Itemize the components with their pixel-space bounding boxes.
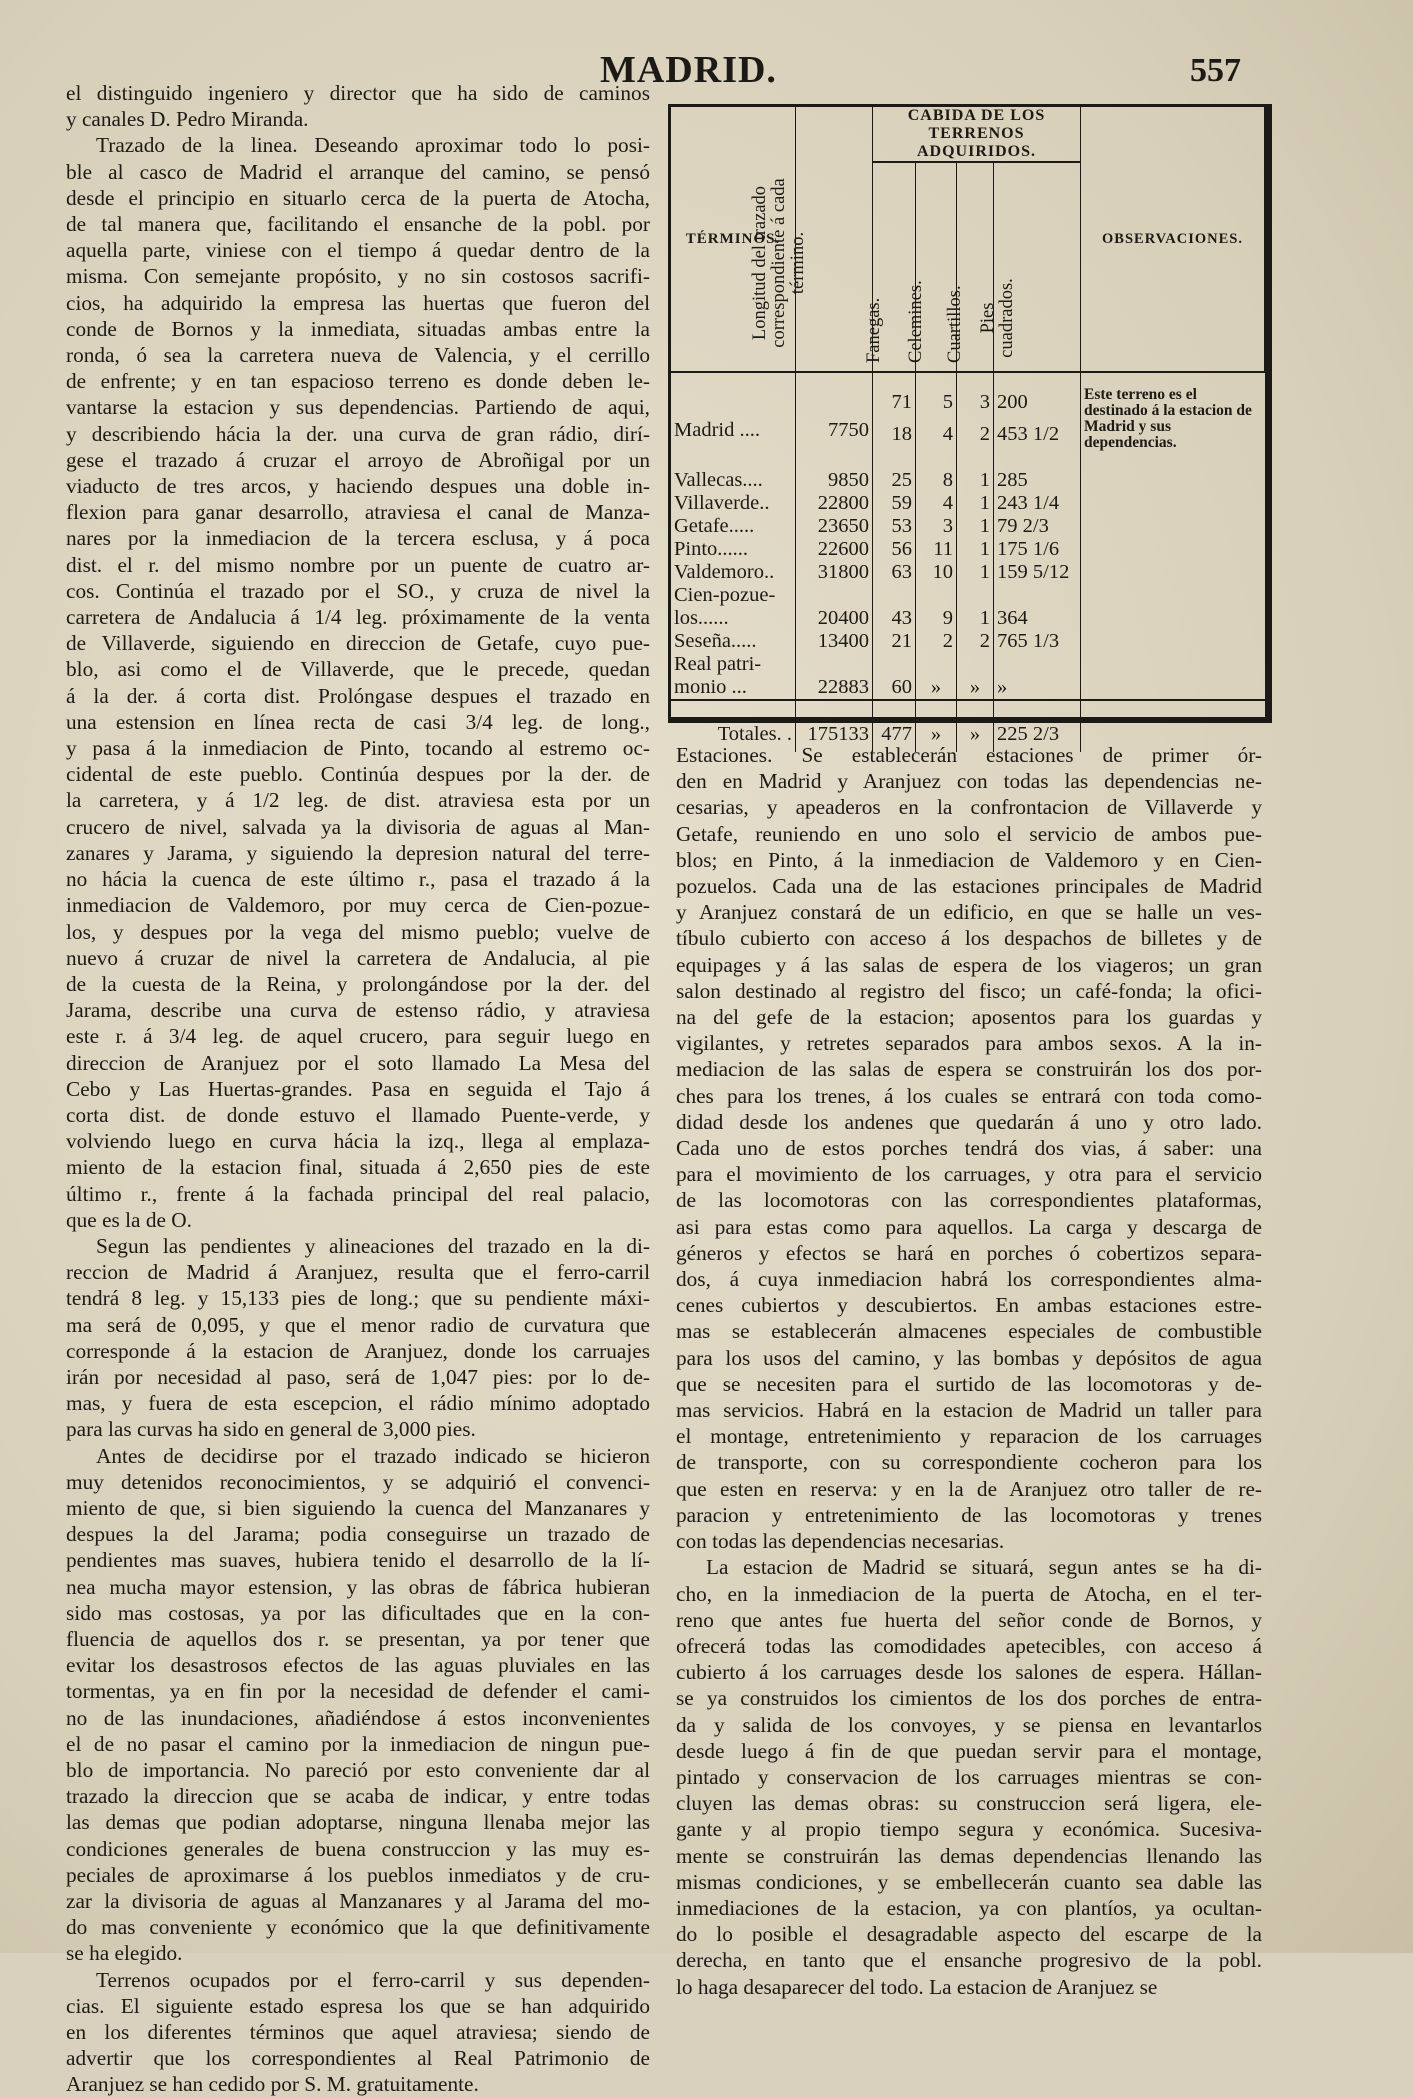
text-line: de la cuesta de la Reina, y prolongándose por la der. del bbox=[66, 971, 650, 996]
cell-term: Pinto...... bbox=[671, 538, 796, 561]
text-line: de las locomotoras con las correspondientes plataformas, bbox=[676, 1188, 1262, 1213]
text-line: cesarias, y apeaderos en la confrontacion de Villaverde y bbox=[676, 795, 1262, 820]
text-line: dos, á cuya inmediacion habrá los correspondientes alma- bbox=[676, 1267, 1262, 1292]
cell-celemines: 11 bbox=[916, 538, 957, 561]
cell-cuartillos: 2 bbox=[957, 630, 994, 653]
text-line: se ya construidos los cimientos de los dos porches de entra- bbox=[676, 1686, 1262, 1711]
text-line: cos. Continúa el trazado por el SO., y cruza de nivel la bbox=[66, 578, 650, 603]
text-line: ofrecerá todas las comodidades apetecibles, con acceso á bbox=[676, 1633, 1262, 1658]
text-line: carretera de Andalucia á 1/4 leg. próximamente de la venta bbox=[66, 605, 650, 630]
cell-term: los...... bbox=[671, 607, 796, 630]
text-line: cubierto á los carruages desde los salones de espera. Hállan- bbox=[676, 1660, 1262, 1685]
cell-longitud bbox=[796, 584, 873, 607]
text-line: trazado la direccion que se acaba de indicar, y entre todas bbox=[66, 1784, 650, 1809]
table-row bbox=[671, 492, 1265, 515]
text-line: equipages y á las salas de espera de los viageros; un gran bbox=[676, 952, 1262, 977]
text-line: inmediacion de Valdemoro, por muy cerca de Cien-pozue- bbox=[66, 893, 650, 918]
celemines-totals: » bbox=[916, 700, 957, 752]
text-line: na del gefe de la estacion; aposentos para los guardas y bbox=[676, 1005, 1262, 1030]
longitud-madrid: 7750 bbox=[796, 372, 873, 469]
text-line: irán por necesidad al paso, será de 1,047 pies: por lo de- bbox=[66, 1364, 650, 1389]
text-line: pintado y conservacion de los carruages mientras se con- bbox=[676, 1764, 1262, 1789]
header-fanegas-text: Fanegas. bbox=[864, 297, 884, 363]
text-line: nea mucha mayor estension, y las obras de fábrica hubieran bbox=[66, 1574, 650, 1599]
cell-pies bbox=[994, 653, 1081, 676]
cell-cuartillos bbox=[957, 653, 994, 676]
text-line: blo de importancia. No pareció por esto conveniente dar al bbox=[66, 1758, 650, 1782]
cell-pies: 285 bbox=[994, 469, 1081, 492]
text-line: no de las inundaciones, añadiéndose á estos inconvenientes bbox=[66, 1705, 650, 1730]
text-line: asi para estas como para aquellos. La carga y descarga de bbox=[676, 1214, 1262, 1239]
text-line: géneros y efectos se hará en porches ó cobertizos separa- bbox=[676, 1240, 1262, 1265]
header-pies-text: Pies cuadrados. bbox=[978, 278, 1017, 358]
text-line: advertir que los correspondientes al Real Patrimonio de bbox=[66, 2046, 650, 2071]
left-column bbox=[66, 80, 650, 2098]
text-line: lo haga desaparecer del todo. La estacion de Aranjuez se bbox=[676, 1974, 1158, 1999]
cell-observacion bbox=[1081, 653, 1265, 676]
text-line: Terrenos ocupados por el ferro-carril y sus dependen- bbox=[96, 1967, 650, 1992]
cell-cuartillos: 1 bbox=[957, 492, 994, 515]
text-line: do mas conveniente y económico que la que definitivamente bbox=[66, 1915, 650, 1940]
text-line: y Aranjuez constará de un edificio, en que se halle un ves- bbox=[676, 900, 1262, 925]
fanegas-madrid-1: 71 bbox=[873, 372, 916, 419]
text-line: derecha, en tanto que el ensanche progresivo de la pobl. bbox=[676, 1948, 1262, 1973]
cell-term: Getafe..... bbox=[671, 515, 796, 538]
text-line: evitar los desastrosos efectos de las aguas pluviales en las bbox=[66, 1653, 650, 1678]
text-line: se ha elegido. bbox=[66, 1941, 183, 1966]
text-line: pozuelos. Cada una de las estaciones principales de Madrid bbox=[676, 874, 1262, 899]
cuartillos-totals: » bbox=[957, 700, 994, 752]
text-line: último r., frente á la fachada principal del real palacio, bbox=[66, 1181, 650, 1206]
text-line: este r. á 3/4 leg. de aquel crucero, para seguir luego en bbox=[66, 1024, 650, 1049]
text-line: el de no pasar el camino por la inmediacion de ningun pue- bbox=[66, 1731, 650, 1756]
right-column bbox=[676, 742, 1262, 2000]
cell-term: Villaverde.. bbox=[671, 492, 796, 515]
text-line: mas, y fuera de esta escepcion, el rádio mínimo adoptado bbox=[66, 1391, 650, 1416]
text-line: de transporte, con su correspondiente cocheron para los bbox=[676, 1450, 1262, 1475]
cell-celemines bbox=[916, 653, 957, 676]
text-line: ches para los trenes, á los cuales se entrará con toda como- bbox=[676, 1083, 1262, 1108]
text-line: zar la divisoria de aguas al Manzanares y al Jarama del mo- bbox=[66, 1889, 650, 1914]
text-line: reccion de Madrid á Aranjuez, resulta que el ferro-carril bbox=[66, 1260, 650, 1285]
text-line: para el movimiento de los carruages, y otra para el servicio bbox=[676, 1162, 1262, 1187]
text-line: tendrá 8 leg. y 15,133 pies de long.; que su pendiente máxi- bbox=[66, 1286, 650, 1311]
cell-fanegas: 21 bbox=[873, 630, 916, 653]
text-line: mas se establecerán almacenes especiales de combustible bbox=[676, 1319, 1262, 1344]
text-line: el montage, entretenimiento y reparacion de los carruages bbox=[676, 1424, 1262, 1449]
table-row bbox=[671, 630, 1265, 653]
text-line: didad desde los andenes que quedarán á uno y otro lado. bbox=[676, 1109, 1262, 1134]
text-line: blo, asi como el de Villaverde, que le precede, quedan bbox=[66, 657, 650, 682]
table-row bbox=[671, 515, 1265, 538]
cuartillos-madrid-1: 3 bbox=[957, 372, 994, 419]
text-line: cho, en la inmediacion de la puerta de Atocha, en el ter- bbox=[676, 1581, 1262, 1606]
text-line: volviendo luego en curva hácia la izq., llega al emplaza- bbox=[66, 1129, 650, 1154]
text-line: inmediaciones de la estacion, ya con plantíos, ya ocultan- bbox=[676, 1895, 1262, 1920]
celemines-madrid-1: 5 bbox=[916, 372, 957, 419]
pies-madrid-1: 200 bbox=[994, 372, 1081, 419]
text-line: para los usos del camino, y las bombas y depósitos de agua bbox=[676, 1345, 1262, 1370]
cell-longitud: 20400 bbox=[796, 607, 873, 630]
text-line: de enfrente; y en tan espacioso terreno es donde deben le- bbox=[66, 369, 650, 394]
cell-pies bbox=[994, 584, 1081, 607]
cell-observacion bbox=[1081, 676, 1265, 700]
cell-cuartillos: 1 bbox=[957, 538, 994, 561]
terrain-table-grid bbox=[671, 107, 1265, 752]
text-line: Getafe, reuniendo en uno solo el servicio de ambos pue- bbox=[676, 821, 1262, 846]
cell-pies: 175 1/6 bbox=[994, 538, 1081, 561]
cell-longitud: 22800 bbox=[796, 492, 873, 515]
text-line: á la der. á corta dist. Prolóngase despues el trazado en bbox=[66, 683, 650, 708]
cell-fanegas: 56 bbox=[873, 538, 916, 561]
text-line: cidental de este pueblo. Continúa despues por la der. de bbox=[66, 762, 650, 787]
text-line: con todas las dependencias necesarias. bbox=[676, 1529, 1005, 1554]
text-line: vantarse la estacion y sus dependencias. Partiendo de aqui, bbox=[66, 395, 650, 420]
text-line: ma será de 0,095, y que el menor radio de curvatura que bbox=[66, 1312, 650, 1337]
text-line: una estension en línea recta de casi 3/4 leg. de long., bbox=[66, 709, 650, 734]
text-line: cluyen las demas obras: su construccion será ligera, ele- bbox=[676, 1791, 1262, 1816]
longitud-totals: 175133 bbox=[796, 700, 873, 752]
cell-celemines: 10 bbox=[916, 561, 957, 584]
text-line: La estacion de Madrid se situará, segun antes se ha di- bbox=[706, 1555, 1262, 1580]
text-line: mediacion de las salas de espera se construirán los dos por- bbox=[676, 1057, 1262, 1082]
cell-observacion bbox=[1081, 469, 1265, 492]
cell-observacion bbox=[1081, 538, 1265, 561]
cell-term: Cien-pozue- bbox=[671, 584, 796, 607]
text-line: misma. Con semejante propósito, y no sin costosos sacrifi- bbox=[66, 264, 650, 289]
text-line: muy detenidos reconocimientos, y se adquirió el convenci- bbox=[66, 1469, 650, 1494]
cell-term: Vallecas.... bbox=[671, 469, 796, 492]
text-line: corta dist. de donde estuvo el llamado Puente-verde, y bbox=[66, 1102, 650, 1127]
text-line: no hácia la cuenca de este último r., pasa el trazado á la bbox=[66, 867, 650, 892]
text-line: que esten en reserva: y en la de Aranjuez otro taller de re- bbox=[676, 1476, 1262, 1501]
left-column-paragraph bbox=[66, 80, 650, 132]
table-row bbox=[671, 607, 1265, 630]
left-column-paragraph bbox=[66, 1233, 650, 1443]
cell-celemines: 4 bbox=[916, 492, 957, 515]
text-line: vigilantes, y retretes separados para ambos sexos. A la in- bbox=[676, 1031, 1262, 1056]
text-line: la carretera, y á 1/2 leg. de dist. atraviesa esta por un bbox=[66, 788, 650, 813]
header-terminos: TÉRMINOS. bbox=[671, 107, 796, 372]
cell-pies: 765 1/3 bbox=[994, 630, 1081, 653]
text-line: Antes de decidirse por el trazado indicado se hicieron bbox=[96, 1443, 650, 1468]
cell-longitud: 23650 bbox=[796, 515, 873, 538]
text-line: ble al casco de Madrid el arranque del camino, se pensó bbox=[66, 159, 650, 184]
terrain-table bbox=[668, 104, 1272, 745]
cell-observacion bbox=[1081, 584, 1265, 607]
cell-longitud: 22600 bbox=[796, 538, 873, 561]
text-line: ronda, ó sea la carretera nueva de Valencia, y el cerrillo bbox=[66, 343, 650, 368]
text-line: gese el trazado á cruzar el arroyo de Abroñigal por un bbox=[66, 447, 650, 472]
text-line: paracion y entretenimiento de las locomotoras y trenes bbox=[676, 1502, 1262, 1527]
text-line: salon destinado al registro del fisco; un café-fonda; la ofici- bbox=[676, 978, 1262, 1003]
table-row-madrid bbox=[671, 372, 1265, 419]
cell-longitud: 31800 bbox=[796, 561, 873, 584]
cell-term: monio ... bbox=[671, 676, 796, 700]
text-line: corresponde á la estacion de Aranjuez, donde los carruajes bbox=[66, 1338, 650, 1363]
text-line: para las curvas ha sido en general de 3,000 pies. bbox=[66, 1417, 476, 1442]
text-line: de tal manera que, facilitando el ensanche de la pobl. por bbox=[66, 212, 650, 237]
cell-pies: 159 5/12 bbox=[994, 561, 1081, 584]
text-line: y describiendo hácia la der. una curva de gran rádio, dirí- bbox=[66, 421, 650, 446]
text-line: desde el principio en situarlo cerca de la puerta de Atocha, bbox=[66, 185, 650, 210]
cell-fanegas: 25 bbox=[873, 469, 916, 492]
text-line: aquella parte, viniese con el tiempo á quedar dentro de la bbox=[66, 238, 650, 263]
header-pies bbox=[978, 162, 1081, 372]
cell-cuartillos: 1 bbox=[957, 561, 994, 584]
page-title: MADRID. bbox=[600, 49, 777, 91]
term-totals: Totales. . bbox=[671, 700, 796, 752]
text-line: cenes cubiertos y descubiertos. En ambas estaciones estre- bbox=[676, 1293, 1262, 1318]
cell-pies: 364 bbox=[994, 607, 1081, 630]
cell-observacion bbox=[1081, 561, 1265, 584]
page-number: 557 bbox=[1190, 52, 1241, 89]
term-madrid: Madrid .... bbox=[671, 372, 796, 469]
cell-celemines: » bbox=[916, 676, 957, 700]
header-cabida: CABIDA DE LOS TERRENOS ADQUIRIDOS. bbox=[873, 107, 1081, 162]
text-line: fluencia de aquellos dos r. se presentan, ya por tener que bbox=[66, 1626, 650, 1651]
cell-fanegas: 43 bbox=[873, 607, 916, 630]
text-line: pendientes mas suaves, hubiera tenido el desarrollo de la lí- bbox=[66, 1548, 650, 1573]
left-column-paragraph bbox=[66, 1967, 650, 2098]
pies-totals: 225 2/3 bbox=[994, 700, 1081, 752]
cell-fanegas: 60 bbox=[873, 676, 916, 700]
text-line: que se necesiten para el surtido de las locomotoras y de- bbox=[676, 1371, 1262, 1396]
cell-term: Valdemoro.. bbox=[671, 561, 796, 584]
cell-cuartillos: 1 bbox=[957, 515, 994, 538]
table-row bbox=[671, 561, 1265, 584]
cell-longitud: 22883 bbox=[796, 676, 873, 700]
cell-celemines: 9 bbox=[916, 607, 957, 630]
cell-observacion bbox=[1081, 607, 1265, 630]
text-line: nares por la inmediacion de la tercera esclusa, y á poca bbox=[66, 526, 650, 551]
fanegas-totals: 477 bbox=[873, 700, 916, 752]
right-column-paragraph bbox=[676, 1554, 1262, 1999]
cell-cuartillos: » bbox=[957, 676, 994, 700]
cell-observacion bbox=[1081, 515, 1265, 538]
text-line: Aranjuez se han cedido por S. M. gratuitamente. bbox=[66, 2072, 479, 2097]
header-observaciones: OBSERVACIONES. bbox=[1081, 107, 1265, 372]
text-line: de Villaverde, siguiendo en direccion de Getafe, cuyo pue- bbox=[66, 631, 650, 656]
text-line: conde de Bornos y la inmediata, situadas ambas entre la bbox=[66, 316, 650, 341]
text-line: nuevo á cruzar de nivel la carretera de Andalucia, al pie bbox=[66, 945, 650, 970]
cell-celemines: 3 bbox=[916, 515, 957, 538]
text-line: zanares y Jarama, y siguiendo la depresion natural del terre- bbox=[66, 840, 650, 865]
cell-pies: » bbox=[994, 676, 1081, 700]
table-row bbox=[671, 676, 1265, 700]
cell-fanegas bbox=[873, 584, 916, 607]
text-line: sido mas costosas, ya por las dificultades que en la con- bbox=[66, 1600, 650, 1625]
text-line: do lo posible el desagradable aspecto del escarpe de la bbox=[676, 1922, 1262, 1947]
text-line: den en Madrid y Aranjuez con todas las dependencias ne- bbox=[676, 769, 1262, 794]
text-line: cias. El siguiente estado espresa los que se han adquirido bbox=[66, 1993, 650, 2018]
right-column-paragraph bbox=[676, 742, 1262, 1554]
header-cuartillos-text: Cuartillos. bbox=[945, 285, 965, 363]
table-row bbox=[671, 653, 1265, 676]
text-line: crucero de nivel, salvada ya la divisoria de aguas al Man- bbox=[66, 814, 650, 839]
cell-fanegas: 63 bbox=[873, 561, 916, 584]
cell-longitud: 13400 bbox=[796, 630, 873, 653]
text-line: condiciones generales de buena construccion y las muy es- bbox=[66, 1836, 650, 1861]
fanegas-madrid-2: 18 bbox=[873, 419, 916, 469]
header-celemines-text: Celemines. bbox=[906, 280, 926, 363]
header-longitud bbox=[750, 107, 873, 372]
text-line: las demas que podian adoptarse, ninguna llenaba mejor las bbox=[66, 1810, 650, 1835]
cell-longitud bbox=[796, 653, 873, 676]
text-line: que es la de O. bbox=[66, 1207, 192, 1232]
table-row bbox=[671, 584, 1265, 607]
cell-cuartillos bbox=[957, 584, 994, 607]
cell-fanegas bbox=[873, 653, 916, 676]
cell-observacion bbox=[1081, 492, 1265, 515]
text-line: tormentas, ya en fin por la necesidad de defender el cami- bbox=[66, 1679, 650, 1704]
text-line: flexion para ganar desarrollo, atraviesa el canal de Manza- bbox=[66, 500, 650, 525]
cell-celemines: 8 bbox=[916, 469, 957, 492]
pies-madrid-2: 453 1/2 bbox=[994, 419, 1081, 469]
text-line: desde luego á fin de que puedan servir para el montage, bbox=[676, 1738, 1262, 1763]
text-line: en los diferentes términos que aquel atraviesa; siendo de bbox=[66, 2020, 650, 2045]
text-line: Segun las pendientes y alineaciones del trazado en la di- bbox=[96, 1233, 650, 1258]
text-line: tíbulo cubierto con acceso á los despachos de billetes y de bbox=[676, 926, 1262, 951]
cell-celemines: 2 bbox=[916, 630, 957, 653]
cell-term: Seseña..... bbox=[671, 630, 796, 653]
text-line: Jarama, describe una curva de estenso rádio, y atraviesa bbox=[66, 998, 650, 1023]
text-line: Trazado de la linea. Deseando aproximar todo lo posi- bbox=[96, 133, 650, 158]
text-line: viaducto de tres arcos, y haciendo despues una doble in- bbox=[66, 474, 650, 499]
text-line: mas servicios. Habrá en la estacion de Madrid un taller para bbox=[676, 1398, 1262, 1423]
text-line: mente se construirán las demas dependencias llenando las bbox=[676, 1843, 1262, 1868]
text-line: Cada uno de estos porches tendrá dos vias, á saber: una bbox=[676, 1136, 1262, 1161]
table-row bbox=[671, 538, 1265, 561]
text-line: Cebo y Las Huertas-grandes. Pasa en seguida el Tajo á bbox=[66, 1076, 650, 1101]
text-line: los, y despues por la vega del mismo pueblo; vuelve de bbox=[66, 919, 650, 944]
observacion-madrid: Este terreno es el destinado á la estacion de Madrid y sus dependencias. bbox=[1084, 386, 1252, 451]
cell-longitud: 9850 bbox=[796, 469, 873, 492]
text-line: mismas condiciones, y se embellecerán cuanto sea dable las bbox=[676, 1869, 1262, 1894]
text-line: gante y al propio tiempo segura y económica. Sucesiva- bbox=[676, 1817, 1262, 1842]
text-line: cios, ha adquirido la empresa las huertas que fueron del bbox=[66, 290, 650, 315]
text-line: el distinguido ingeniero y director que ha sido de caminos bbox=[66, 81, 650, 105]
cell-fanegas: 59 bbox=[873, 492, 916, 515]
text-line: miento de la estacion final, situada á 2,650 pies de este bbox=[66, 1155, 650, 1180]
text-line: y pasa á la inmediacion de Pinto, tocando al estremo oc- bbox=[66, 736, 650, 761]
text-line: Estaciones. Se establecerán estaciones de primer ór- bbox=[676, 743, 1262, 767]
cell-celemines bbox=[916, 584, 957, 607]
left-column-paragraph bbox=[66, 1443, 650, 1967]
cell-observacion bbox=[1081, 630, 1265, 653]
text-line: dist. el r. del mismo nombre por un puente de cuatro ar- bbox=[66, 552, 650, 577]
cell-cuartillos: 1 bbox=[957, 469, 994, 492]
celemines-madrid-2: 4 bbox=[916, 419, 957, 469]
text-line: blos; en Pinto, á la inmediacion de Valdemoro y en Cien- bbox=[676, 847, 1262, 872]
text-line: miento de que, si bien siguiendo la cuenca del Manzanares y bbox=[66, 1495, 650, 1520]
cell-cuartillos: 1 bbox=[957, 607, 994, 630]
text-line: peciales de aproximarse á los pueblos inmediatos y de cru- bbox=[66, 1862, 650, 1887]
header-longitud-text: Longitud del trazado correspondiente á cada término. bbox=[750, 178, 808, 348]
cuartillos-madrid-2: 2 bbox=[957, 419, 994, 469]
cell-pies: 243 1/4 bbox=[994, 492, 1081, 515]
text-line: da y salida de los convoyes, y se piensa en levantarlos bbox=[676, 1712, 1262, 1737]
text-line: direccion de Aranjuez por el soto llamado La Mesa del bbox=[66, 1050, 650, 1075]
cell-fanegas: 53 bbox=[873, 515, 916, 538]
cell-pies: 79 2/3 bbox=[994, 515, 1081, 538]
left-column-paragraph bbox=[66, 132, 650, 1233]
table-row bbox=[671, 469, 1265, 492]
text-line: y canales D. Pedro Miranda. bbox=[66, 107, 309, 132]
text-line: despues la del Jarama; podia conseguirse un trazado de bbox=[66, 1522, 650, 1547]
text-line: reno que antes fue huerta del señor conde de Bornos, y bbox=[676, 1607, 1262, 1632]
cell-term: Real patri- bbox=[671, 653, 796, 676]
